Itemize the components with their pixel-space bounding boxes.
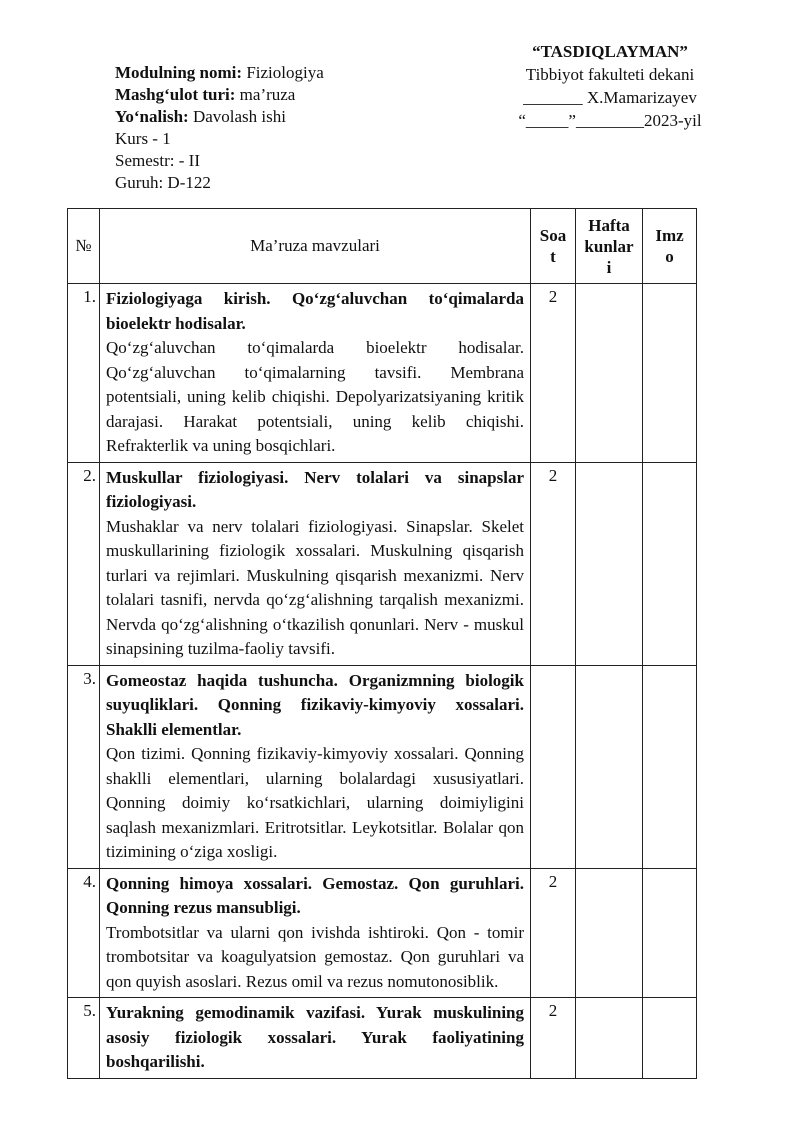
header-hours bbox=[531, 209, 576, 284]
type-label: Mashg‘ulot turi: bbox=[115, 85, 236, 104]
type-value: ma’ruza bbox=[235, 85, 296, 104]
row-sign bbox=[643, 462, 697, 665]
semester-line: Semestr: - II bbox=[115, 151, 200, 170]
table-row bbox=[68, 462, 697, 665]
topic-title: Qonning himoya xossalari. Gemostaz. Qon guruhlari. Qonning rezus mansubligi. bbox=[106, 873, 524, 917]
header-weekdays-text: Hafta kunlar i bbox=[584, 215, 634, 277]
row-hours: 2 bbox=[531, 868, 576, 998]
table-row bbox=[68, 284, 697, 463]
header-weekdays bbox=[576, 209, 643, 284]
row-hours: 2 bbox=[531, 998, 576, 1079]
row-hours: 2 bbox=[531, 284, 576, 463]
direction-line bbox=[115, 106, 324, 128]
module-line bbox=[115, 62, 324, 84]
row-topic bbox=[100, 665, 531, 868]
row-sign bbox=[643, 998, 697, 1079]
module-label: Modulning nomi: bbox=[115, 63, 243, 82]
row-sign bbox=[643, 665, 697, 868]
approval-signature: _______ X.Mamarizayev bbox=[523, 88, 697, 107]
approval-block bbox=[490, 40, 730, 132]
header-topics: Ma’ruza mavzulari bbox=[100, 209, 531, 284]
topic-body: Qo‘zg‘aluvchan to‘qimalarda bioelektr hodisalar. Qo‘zg‘aluvchan to‘qimalarning tavsifi. Membrana potentsiali, uning kelib chiqishi. Depolyarizatsiyaning kritik darajasi. Harakat potentsiali, uning kelib chiqishi. Refrakterlik va uning bosqichlari. bbox=[106, 338, 524, 455]
row-weekdays bbox=[576, 998, 643, 1079]
topic-body: Qon tizimi. Qonning fizikaviy-kimyoviy xossalari. Qonning shaklli elementlari, ularning bolalardagi xususiyatlari. Qonning doimiy ko‘rsatkichlari, ularning doimiyligini saqlash mexanizmlari. Eritrotsitlar. Leykotsitlar. Bolalar qon tizimining o‘ziga xosligi. bbox=[106, 744, 524, 861]
direction-label: Yo‘nalish: bbox=[115, 107, 189, 126]
row-number: 3. bbox=[68, 665, 100, 868]
row-number: 5. bbox=[68, 998, 100, 1079]
row-topic bbox=[100, 462, 531, 665]
type-line bbox=[115, 84, 324, 106]
course-line: Kurs - 1 bbox=[115, 129, 171, 148]
table-row bbox=[68, 868, 697, 998]
row-weekdays bbox=[576, 868, 643, 998]
table-header-row bbox=[68, 209, 697, 284]
group-line: Guruh: D-122 bbox=[115, 173, 211, 192]
topic-body: Trombotsitlar va ularni qon ivishda ishtiroki. Qon - tomir trombotsitar va koagulyatsion gemostaz. Qon guruhlari va qon quyish asoslari. Rezus omil va rezus nomutonosiblik. bbox=[106, 922, 524, 991]
topic-title: Gomeostaz haqida tushuncha. Organizmning biologik suyuqliklari. Qonning fizikaviy-kimyoviy xossalari. Shaklli elementlar. bbox=[106, 670, 524, 739]
row-sign bbox=[643, 284, 697, 463]
approval-date: “_____”________2023-yil bbox=[518, 111, 702, 130]
topic-title: Fiziologiyaga kirish. Qo‘zg‘aluvchan to‘qimalarda bioelektr hodisalar. bbox=[106, 289, 524, 333]
row-topic bbox=[100, 284, 531, 463]
header-hours-text: Soa t bbox=[539, 226, 567, 266]
row-weekdays bbox=[576, 665, 643, 868]
topic-title: Yurakning gemodinamik vazifasi. Yurak muskulining asosiy fiziologik xossalari. Yurak faoliyatining boshqarilishi. bbox=[106, 1003, 524, 1071]
topic-body: Mushaklar va nerv tolalari fiziologiyasi. Sinapslar. Skelet muskullarining fiziologik xossalari. Muskulning qisqarish turlari va rejimlari. Muskulning qisqarish mexanizmi. Nerv tolalari tasnifi, nervda qo‘zg‘alishning tarqalish mexanizmi. Nervda qo‘zg‘alishning o‘tkazilish qonunlari. Nerv - muskul sinapsining tuzilma-faoliy tavsifi. bbox=[106, 516, 524, 658]
row-topic bbox=[100, 868, 531, 998]
table-row bbox=[68, 665, 697, 868]
row-weekdays bbox=[576, 462, 643, 665]
row-hours: 2 bbox=[531, 462, 576, 665]
topic-title: Muskullar fiziologiyasi. Nerv tolalari va sinapslar fiziologiyasi. bbox=[106, 467, 524, 511]
row-topic bbox=[100, 998, 531, 1079]
row-number: 4. bbox=[68, 868, 100, 998]
direction-value: Davolash ishi bbox=[188, 107, 286, 126]
approval-dean: Tibbiyot fakulteti dekani bbox=[525, 65, 695, 84]
approval-title: “TASDIQLAYMAN” bbox=[532, 42, 688, 61]
header-sign-text: Imz o bbox=[655, 226, 684, 266]
lecture-table bbox=[67, 208, 697, 1079]
row-weekdays bbox=[576, 284, 643, 463]
row-hours bbox=[531, 665, 576, 868]
row-number: 2. bbox=[68, 462, 100, 665]
header-number: № bbox=[68, 209, 100, 284]
table-row bbox=[68, 998, 697, 1079]
row-sign bbox=[643, 868, 697, 998]
course-info bbox=[115, 62, 324, 194]
row-number: 1. bbox=[68, 284, 100, 463]
module-value: Fiziologiya bbox=[242, 63, 324, 82]
header-sign bbox=[643, 209, 697, 284]
